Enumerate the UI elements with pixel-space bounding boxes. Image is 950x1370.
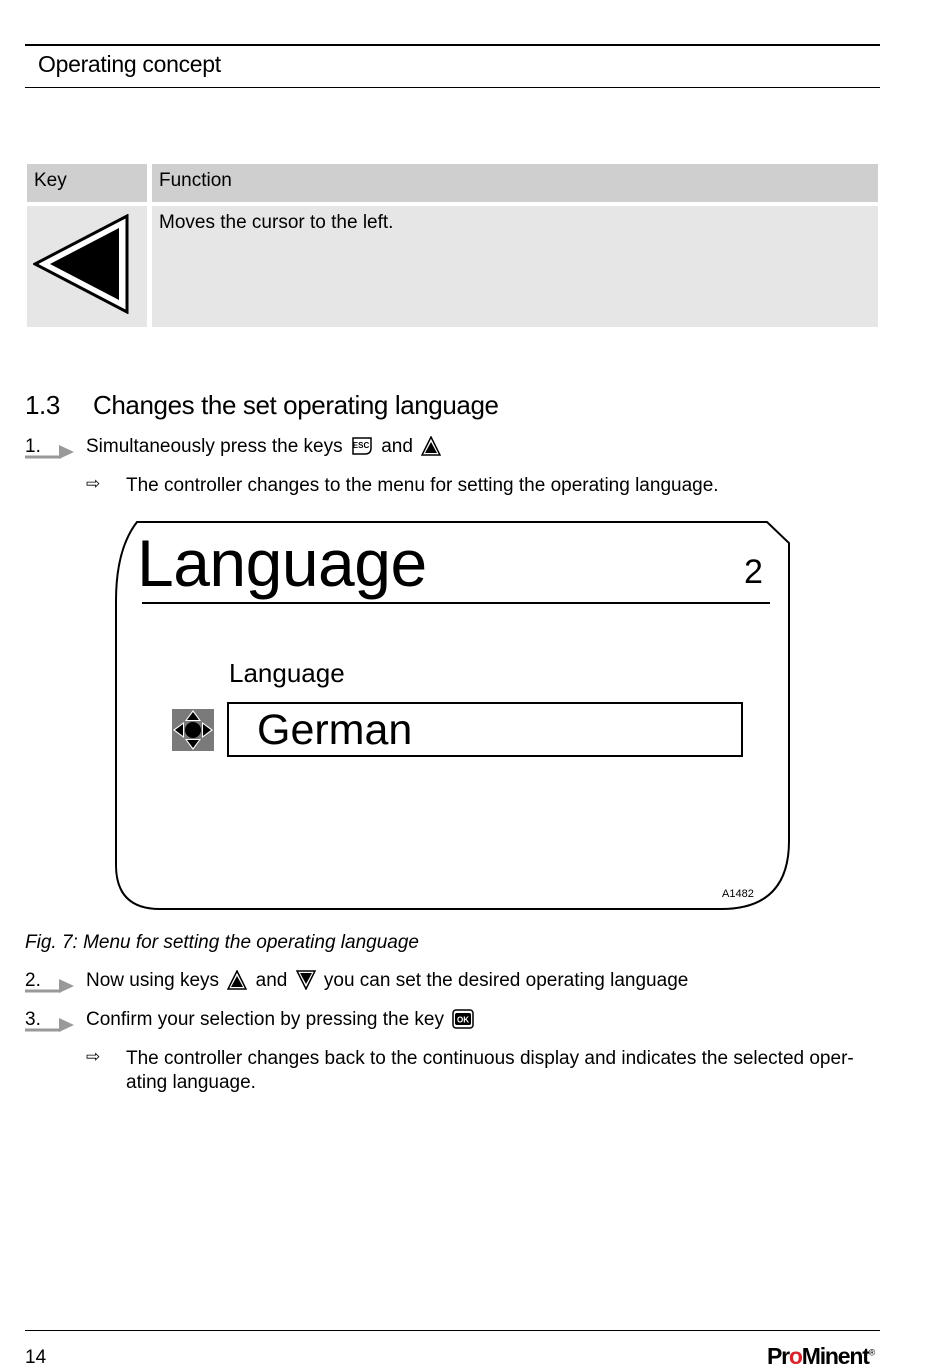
brand-text: Minent [801, 1343, 869, 1369]
cursor-left-triangle-icon [33, 214, 129, 314]
header-top-rule [25, 44, 880, 46]
up-key-icon [227, 970, 247, 990]
step-text-part: Simultaneously press the keys [86, 436, 343, 457]
result-text: The controller changes to the menu for setting the operating language. [126, 475, 719, 496]
brand-text: Pr [767, 1343, 789, 1369]
table-cell-key [27, 206, 147, 327]
figure-code: A1482 [722, 888, 754, 900]
step-3-result [86, 1047, 886, 1099]
screen-title: Language [137, 526, 427, 600]
step-text [86, 436, 444, 458]
section-title: Changes the set operating language [93, 390, 499, 420]
page-number: 14 [25, 1347, 47, 1368]
screen-title-rule [142, 602, 770, 604]
result-text: The controller changes back to the continuous display and indicates the selected oper-ating language. [126, 1048, 854, 1093]
down-key-icon [296, 970, 316, 990]
step-text-part: and [381, 436, 413, 457]
screen-field-label: Language [229, 658, 345, 688]
navigation-cross-icon [172, 709, 214, 751]
page-section-title: Operating concept [38, 51, 221, 77]
step-1 [25, 436, 725, 462]
result-arrow-icon: ⇨ [86, 1047, 101, 1066]
screen-menu-number: 2 [744, 553, 763, 591]
section-number: 1.3 [25, 390, 60, 420]
step-number: 3. [25, 1009, 41, 1030]
language-value: German [257, 706, 413, 754]
step-2 [25, 970, 785, 996]
step-text [86, 1009, 477, 1031]
step-text-part: Confirm your selection by pressing the key [86, 1009, 444, 1030]
display-screen [115, 521, 790, 910]
svg-text:OK: OK [457, 1015, 470, 1025]
language-select-field [227, 702, 743, 757]
footer-rule [25, 1330, 880, 1331]
table-header-function: Function [152, 164, 878, 202]
step-text [86, 970, 688, 992]
step-text-part: you can set the desired operating language [323, 970, 689, 991]
section-heading [25, 390, 499, 421]
result-arrow-icon: ⇨ [86, 474, 101, 493]
brand-logo [767, 1343, 875, 1370]
step-1-result [86, 474, 886, 500]
figure-caption: Fig. 7: Menu for setting the operating language [25, 932, 419, 953]
up-key-icon [421, 436, 441, 456]
step-3 [25, 1009, 725, 1035]
table-cell-function: Moves the cursor to the left. [152, 206, 878, 327]
step-text-part: Now using keys [86, 970, 220, 991]
header-bottom-rule [25, 87, 880, 88]
registered-mark: ® [868, 1347, 876, 1358]
svg-text:ESC: ESC [352, 441, 370, 450]
esc-key-icon [351, 436, 373, 456]
table-header-key: Key [27, 164, 147, 202]
brand-text-accent: o [788, 1343, 802, 1369]
step-text-part: and [255, 970, 288, 991]
step-number: 2. [25, 970, 41, 991]
step-number: 1. [25, 436, 41, 457]
ok-key-icon [452, 1009, 474, 1029]
